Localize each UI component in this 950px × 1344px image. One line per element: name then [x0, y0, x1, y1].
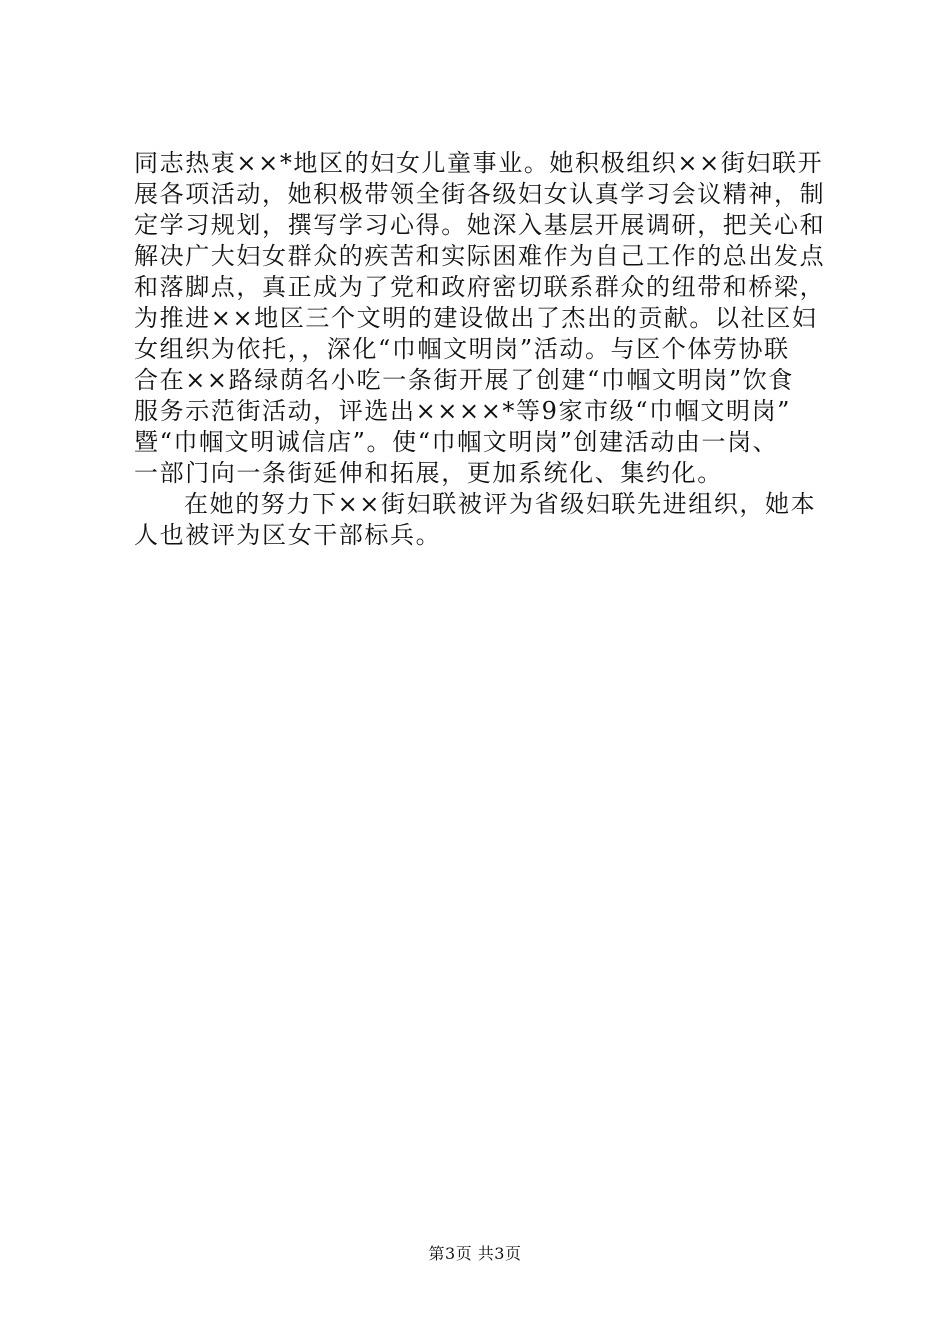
- paragraph-line: 一部门向一条街延伸和拓展，更加系统化、集约化。: [134, 459, 723, 487]
- paragraph-line: 在她的努力下××街妇联被评为省级妇联先进组织，她本: [184, 490, 817, 518]
- paragraph-line: 定学习规划，撰写学习心得。她深入基层开展调研，把关心和: [134, 211, 826, 239]
- paragraph-line: 暨“巾帼文明诚信店”。使“巾帼文明岗”创建活动由一岗、: [134, 428, 779, 456]
- paragraph-line: 展各项活动，她积极带领全街各级妇女认真学习会议精神，制: [134, 180, 826, 208]
- paragraph-line: 为推进××地区三个文明的建设做出了杰出的贡献。以社区妇: [134, 304, 818, 332]
- paragraph-line: 解决广大妇女群众的疾苦和实际困难作为自己工作的总出发点: [134, 242, 826, 270]
- paragraph-line: 合在××路绿荫名小吃一条街开展了创建“巾帼文明岗”饮食: [134, 366, 794, 394]
- paragraph-line: 服务示范街活动，评选出××××*等9家市级“巾帼文明岗”: [134, 397, 792, 425]
- paragraph-line: 同志热衷××*地区的妇女儿童事业。她积极组织××街妇联开: [134, 149, 824, 177]
- paragraph-line: 人也被评为区女干部标兵。: [134, 521, 442, 549]
- page-footer: 第3页 共3页: [428, 1244, 522, 1263]
- paragraph-2: [134, 489, 834, 551]
- paragraph-line: 女组织为依托，，深化“巾帼文明岗”活动。与区个体劳协联: [134, 335, 790, 363]
- paragraph-1: [134, 148, 834, 489]
- paragraph-line: 和落脚点，真正成为了党和政府密切联系群众的纽带和桥梁，: [134, 273, 826, 301]
- document-body: [134, 148, 834, 551]
